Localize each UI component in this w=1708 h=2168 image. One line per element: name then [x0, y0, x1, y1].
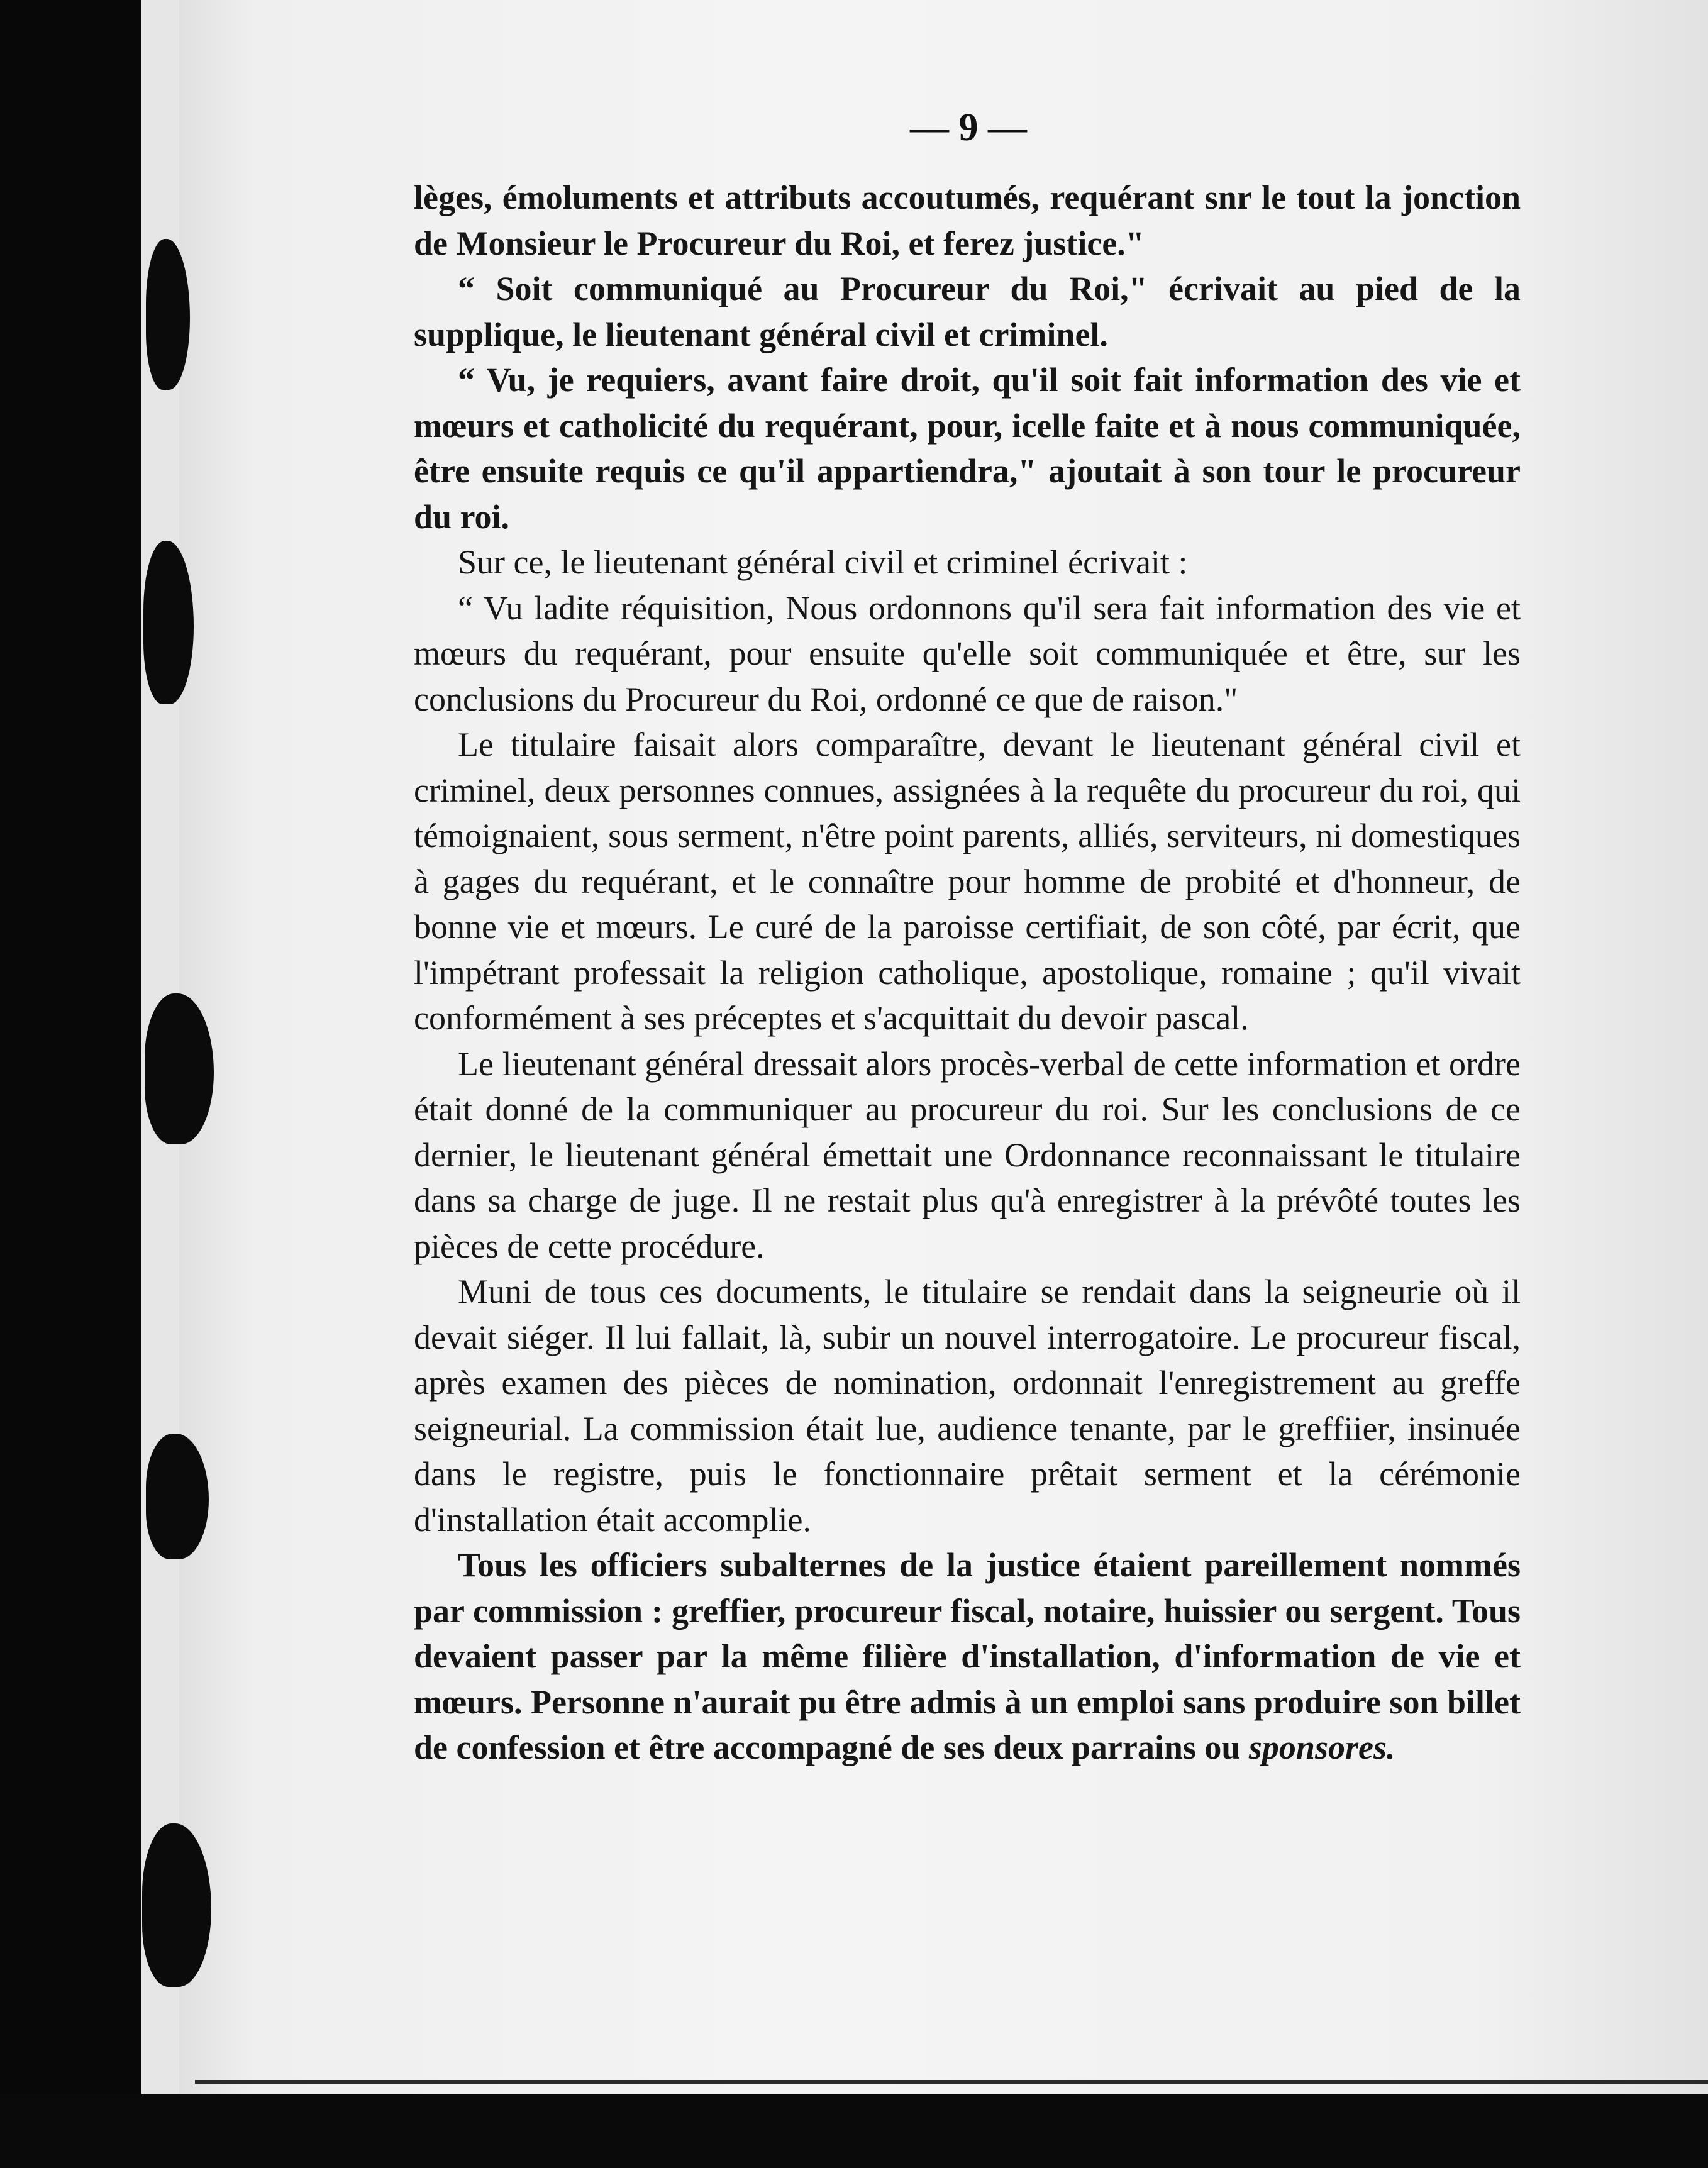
paragraph: “ Vu, je requiers, avant faire droit, qu'il soit fait information des vie et mœurs et catholicité du requérant, pour, icelle faite et à nous communiquée, être ensuite requis ce qu'il appartiendra," ajoutait à son tour le procureur du roi.	[414, 361, 1521, 536]
paragraph: “ Soit communiqué au Procureur du Roi," écrivait au pied de la supplique, le lieutenant général civil et criminel.	[414, 270, 1521, 353]
final-paragraph	[414, 1542, 1521, 1771]
scan-bottom-border	[0, 2094, 1708, 2168]
page-bottom-rule	[195, 2080, 1708, 2084]
paragraph: Sur ce, le lieutenant général civil et criminel écrivait :	[458, 543, 1188, 581]
body-text	[414, 175, 1521, 1771]
binding-edge	[0, 0, 160, 2168]
page-number: — 9 —	[910, 106, 1027, 149]
paragraph: Le titulaire faisait alors comparaître, devant le lieutenant général civil et criminel, deux personnes connues, assignées à la requête du procureur du roi, qui témoignaient, sous serment, n'être point parents, alliés, serviteurs, ni domestiques à gages du requérant, et le connaître pour homme de probité et d'honneur, de bonne vie et mœurs. Le curé de la paroisse certifiait, de son côté, par écrit, que l'impétrant professait la religion catholique, apostolique, romaine ; qu'il vivait conformément à ses préceptes et s'acquittait du devoir pascal.	[414, 726, 1521, 1037]
paragraph: Muni de tous ces documents, le titulaire se rendait dans la seigneurie où il devait siéger. Il lui fallait, là, subir un nouvel interrogatoire. Le procureur fiscal, après examen des pièces de nomination, ordonnait l'enregistrement au greffe seigneurial. La commission était lue, audience tenante, par le greffiier, insinuée dans le registre, puis le fonctionnaire prêtait serment et la cérémonie d'installation était accomplie.	[414, 1273, 1521, 1539]
paragraph: lèges, émoluments et attributs accoutumés, requérant snr le tout la jonction de Monsieur le Procureur du Roi, et ferez justice."	[414, 179, 1521, 262]
paragraph: “ Vu ladite réquisition, Nous ordonnons qu'il sera fait information des vie et mœurs du requérant, pour ensuite qu'elle soit communiquée et être, sur les conclusions du Procureur du Roi, ordonné ce que de raison."	[414, 589, 1521, 718]
paragraph-text: Tous les officiers subalternes de la justice étaient pareillement nommés par commission : greffier, procureur fiscal, notaire, huissier ou sergent. Tous devaient passer par la même filière d'installation, d'information de vie et mœurs. Personne n'aurait pu être admis à un emploi sans produire son billet de confession et être accompagné de ses deux parrains ou	[414, 1546, 1521, 1766]
italic-closing-word: sponsores.	[1248, 1728, 1395, 1766]
paragraph: Le lieutenant général dressait alors procès-verbal de cette information et ordre était donné de la communiquer au procureur du roi. Sur les conclusions de ce dernier, le lieutenant général émettait une Ordonnance reconnaissant le titulaire dans sa charge de juge. Il ne restait plus qu'à enregistrer à la prévôté toutes les pièces de cette procédure.	[414, 1044, 1521, 1265]
